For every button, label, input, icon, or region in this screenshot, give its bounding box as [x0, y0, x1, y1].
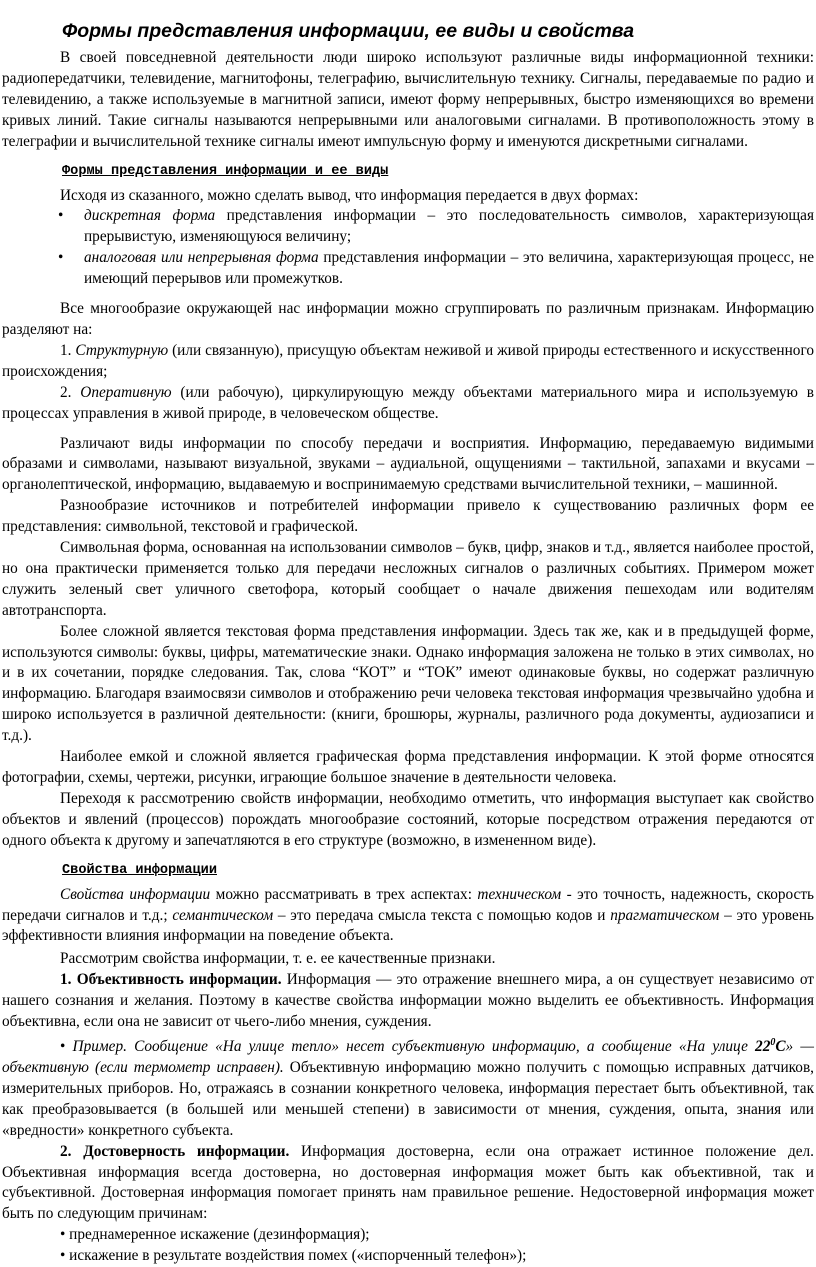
page-title: Формы представления информации, ее виды и свойства [62, 20, 635, 42]
aspect-term: прагматическом [610, 906, 720, 924]
item-number: 1. [60, 341, 72, 359]
objectivity-example-paragraph [2, 1033, 814, 1142]
item-text: (или рабочую), циркулирующую между объектами материального мира и используемую в процессах управления в живой природе, в человеческом обществе. [2, 383, 814, 422]
bullet-text: представления информации – это величина, характеризующая процесс, не имеющий перерывов или промежутков. [84, 249, 814, 288]
property-text: Информация достоверна, если она отражает истинное положение дел. Объективная информация всегда достоверна, но достоверная информация может быть как объективной, так и субъективной. Достоверная информация помогает принять нам правильное решение. Недостоверной информация может быть по следующим причинам: [2, 1142, 814, 1223]
aspect-term: техническом [477, 885, 562, 903]
property-title: 1. Объективность информации. [60, 971, 282, 989]
variety-paragraph: Разнообразие источников и потребителей информации привело к существованию различных форм ее представления: символьной, текстовой и графической. [2, 497, 814, 536]
info-types-paragraph: Различают виды информации по способу передачи и восприятия. Информацию, передаваемую видимыми образами и символами, называют визуальной, звуками – аудиальной, ощущениями – тактильной, запахами и вкусами – органолептической, информацию, выдаваемую и воспринимаемую средствами вычислительной техники, – машинной. [2, 434, 814, 494]
section-heading-forms: Формы представления информации и ее виды [62, 163, 389, 179]
aspect-term: Свойства информации [60, 885, 211, 903]
section-heading-properties: Свойства информации [62, 862, 217, 878]
forms-bullet-list [2, 206, 814, 290]
example-unit: С [775, 1038, 786, 1056]
item-number: 2. [60, 383, 72, 401]
example-text: Объективную информацию можно получить с помощью исправных датчиков, измерительных приборов. Но, отражаясь в сознании конкретного человека, информация перестает быть объективной, так как преобразовывается (в большей или меньшей степени) в зависимости от мнения, суждения, опыта, знания или «вредности» конкретного субъекта. [2, 1058, 814, 1139]
bullet-term: дискретная форма [84, 207, 216, 225]
bullet-icon: • [58, 249, 64, 267]
operative-info-item [2, 383, 814, 425]
objectivity-paragraph [2, 970, 814, 1033]
item-term: Структурную [75, 341, 169, 359]
reason-item: • искажение в результате воздействия помех («испорченный телефон»); [60, 1247, 527, 1265]
example-degree: 0 [770, 1036, 776, 1048]
reliability-paragraph [2, 1142, 814, 1226]
forms-lead-paragraph: Исходя из сказанного, можно сделать вывод, что информация передается в двух формах: [60, 186, 639, 204]
bullet-icon: • [58, 207, 64, 225]
consider-paragraph: Рассмотрим свойства информации, т. е. ее качественные признаки. [60, 950, 496, 968]
item-term: Оперативную [80, 383, 172, 401]
bullet-text: представления информации – это последовательность символов, характеризующая прерывистую, изменяющуюся величину; [84, 207, 814, 246]
aspects-paragraph [2, 885, 814, 948]
example-italic: Пример. Сообщение «На улице тепло» несет субъективную информацию, а сообщение «На улице [65, 1038, 756, 1056]
example-temperature: 22 [755, 1038, 771, 1056]
intro-paragraph: В своей повседневной деятельности люди широко используют различные виды информационной техники: радиопередатчики, телевидение, магнитофоны, телеграфию, вычислительную технику. Сигналы, передаваемые по радио и телевидению, а также используемые в магнитной записи, имеют форму непрерывных, быстро изменяющихся во времени кривых линий. Такие сигналы называются непрерывными или аналоговыми сигналами. В противоположность этому в телеграфии и вычислительной технике сигналы имеют импульсную форму и именуются дискретными сигналами. [2, 49, 814, 150]
list-item [58, 206, 814, 248]
text-form-paragraph: Более сложной является текстовая форма представления информации. Здесь так же, как и в предыдущей форме, используются символы: буквы, цифры, математические знаки. Однако информация заложена не только в этих символах, но и в их сочетании, порядке следования. Так, слова “КОТ” и “ТОК” имеют одинаковые буквы, но содержат различную информацию. Благодаря взаимосвязи символов и отображению речи человека текстовая информация чрезвычайно удобна и широко используется в различной деятельности: (книги, брошюры, журналы, различного рода документы, аудиозаписи и т.д.). [2, 622, 814, 745]
property-title: 2. Достоверность информации. [60, 1142, 290, 1160]
item-text: (или связанную), присущую объектам неживой и живой природы естественного и искусственного происхождения; [2, 341, 814, 380]
aspect-text: – это передача смысла текста с помощью кодов и [273, 906, 611, 924]
structural-info-item [2, 341, 814, 383]
list-item [58, 248, 814, 290]
bullet-term: аналоговая или непрерывная форма [84, 249, 319, 267]
aspect-term: семантическом [172, 906, 274, 924]
grouping-paragraph: Все многообразие окружающей нас информации можно сгруппировать по различным признакам. Информацию разделяют на: [2, 300, 814, 338]
aspect-text: – это уровень эффективности влияния информации на поведение объекта. [2, 906, 814, 945]
reason-item: • преднамеренное искажение (дезинформация); [60, 1226, 370, 1244]
aspect-text: можно рассматривать в трех аспектах: [210, 885, 478, 903]
symbol-form-paragraph: Символьная форма, основанная на использовании символов – букв, цифр, знаков и т.д., является наиболее простой, но она практически применяется только для передачи несложных сигналов о различных событиях. Примером может служить зеленый свет уличного светофора, который сообщает о начале движения пешеходам или водителям автотранспорта. [2, 539, 814, 619]
property-text: Информация — это отражение внешнего мира, а он существует независимо от нашего сознания и желания. Поэтому в качестве свойства информации можно выделить ее объективность. Информация объективна, если она не зависит от чьего-либо мнения, суждения. [2, 971, 814, 1031]
transition-paragraph: Переходя к рассмотрению свойств информации, необходимо отметить, что информация выступает как свойство объектов и явлений (процессов) порождать многообразие состояний, которые посредством отражения передаются от одного объекта к другому и запечатляются в его структуре (возможно, в измененном виде). [2, 789, 814, 849]
example-italic-end: » — объективную (если термометр исправен). [2, 1038, 814, 1076]
bullet-icon: • [60, 1038, 66, 1056]
aspect-text: - это точность, надежность, скорость передачи сигналов и т.д.; [2, 885, 815, 924]
graphic-form-paragraph: Наиболее емкой и сложной является графическая форма представления информации. К этой форме относятся фотографии, схемы, чертежи, рисунки, играющие большое значение в деятельности человека. [2, 748, 814, 786]
